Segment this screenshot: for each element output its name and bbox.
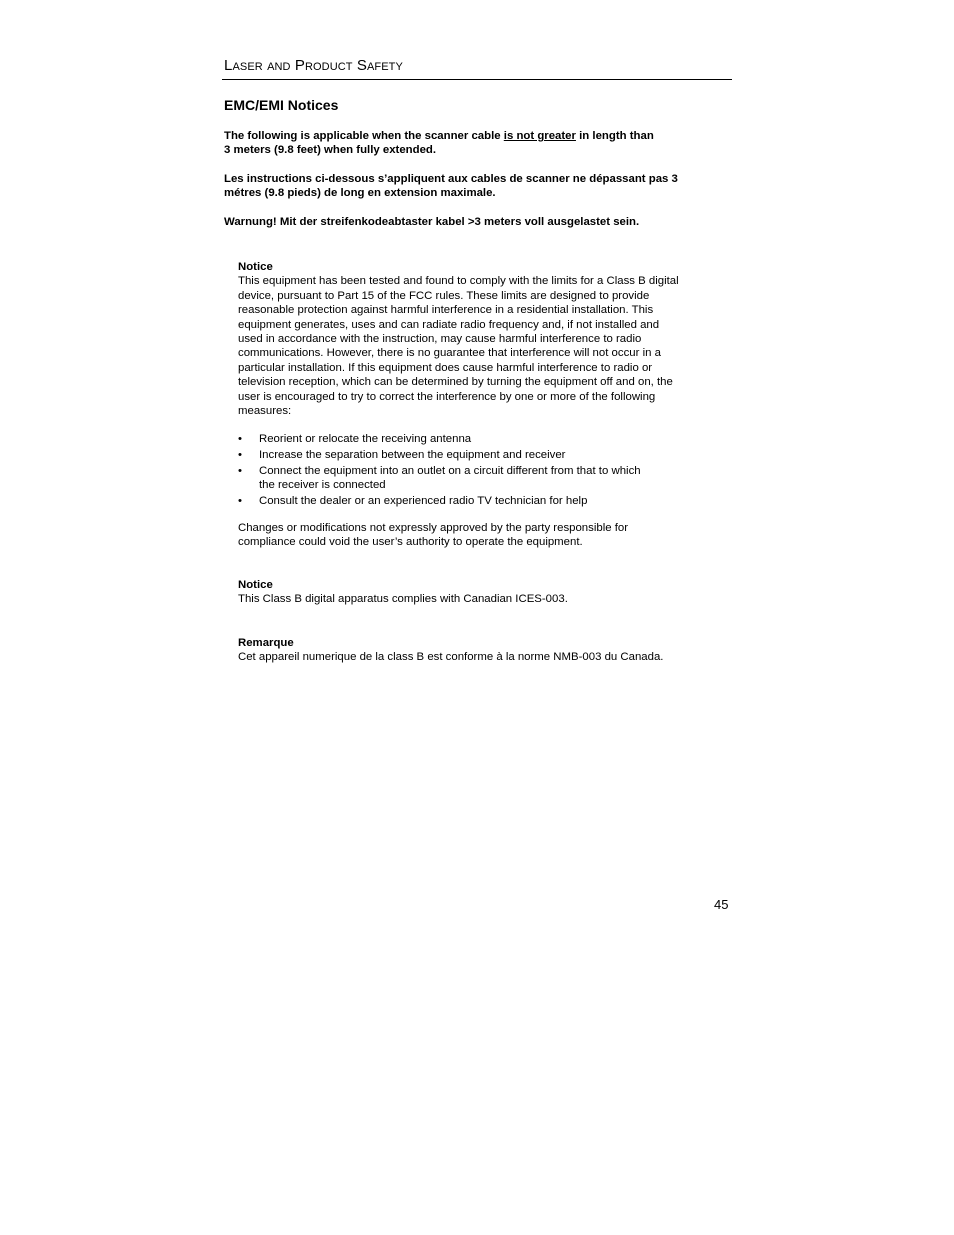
english-cable-notice-part2: in length than [575, 130, 654, 142]
list-item-text: Consult the dealer or an experienced radio TV technician for help [259, 495, 588, 508]
remarque-notice [238, 636, 738, 665]
list-item [238, 432, 738, 446]
bullet-icon: • [238, 495, 242, 508]
list-item-text: Reorient or relocate the receiving antenna [259, 433, 472, 445]
list-item [238, 448, 738, 462]
list-item-text: Connect the equipment into an outlet on a circuit different from that to which [259, 464, 641, 477]
remarque-title: Remarque [238, 637, 294, 649]
list-item-text: Increase the separation between the equipment and receiver [259, 448, 566, 461]
header-rule [222, 79, 732, 80]
fcc-notice-line: television reception, which can be determined by turning the equipment off and on, the [238, 376, 673, 389]
fcc-notice-line: measures: [238, 405, 292, 418]
bullet-icon: • [238, 433, 242, 445]
list-item [238, 494, 738, 508]
english-cable-notice [224, 129, 734, 158]
french-cable-notice-line2: métres (9.8 pieds) de long en extension maximale. [224, 187, 496, 200]
fcc-notice-line: user is encouraged to try to correct the interference by one or more of the following [238, 390, 656, 403]
fcc-notice-body [238, 274, 738, 418]
french-cable-notice [224, 172, 734, 201]
french-cable-notice-line1: Les instructions ci-dessous s’appliquent aux cables de scanner ne dépassant pas 3 [224, 173, 678, 185]
english-cable-notice-underlined: is not greater [503, 130, 576, 142]
page-number: 45 [714, 897, 729, 912]
fcc-notice-title: Notice [238, 261, 273, 273]
remarque-body: Cet appareil numerique de la class B est conforme à la norme NMB-003 du Canada. [238, 651, 664, 664]
canada-notice-title: Notice [238, 579, 273, 591]
fcc-notice [238, 260, 738, 418]
german-cable-notice: Warnung! Mit der streifenkodeabtaster kabel >3 meters voll ausgelastet sein. [224, 216, 640, 228]
english-cable-notice-line2: 3 meters (9.8 feet) when fully extended. [224, 144, 437, 157]
changes-warning [238, 521, 738, 550]
fcc-notice-line: communications. However, there is no guarantee that interference will not occur in a [238, 347, 661, 360]
changes-warning-line1: Changes or modifications not expressly approved by the party responsible for [238, 522, 629, 534]
fcc-notice-line: This equipment has been tested and found to comply with the limits for a Class B digital [238, 275, 679, 288]
running-header: Laser and Product Safety [224, 57, 403, 74]
fcc-notice-line: particular installation. If this equipment does cause harmful interference to radio or [238, 361, 653, 374]
canada-notice-body: This Class B digital apparatus complies with Canadian ICES-003. [238, 593, 568, 606]
list-item-text: the receiver is connected [259, 479, 386, 492]
canada-notice [238, 578, 738, 607]
fcc-notice-line: device, pursuant to Part 15 of the FCC rules. These limits are designed to provide [238, 289, 650, 302]
fcc-notice-line: used in accordance with the instruction, may cause harmful interference to radio [238, 333, 642, 346]
bullet-icon: • [238, 448, 242, 461]
bullet-icon: • [238, 464, 242, 477]
fcc-notice-line: equipment generates, uses and can radiate radio frequency and, if not installed and [238, 318, 660, 331]
list-item-continuation [238, 478, 738, 492]
section-heading: EMC/EMI Notices [224, 97, 339, 113]
fcc-notice-line: reasonable protection against harmful interference in a residential installation. This [238, 304, 654, 317]
english-cable-notice-part1: The following is applicable when the scanner cable [224, 130, 504, 142]
changes-warning-line2: compliance could void the user’s authority to operate the equipment. [238, 536, 583, 549]
list-item [238, 464, 738, 478]
interference-measures-list [238, 432, 738, 510]
